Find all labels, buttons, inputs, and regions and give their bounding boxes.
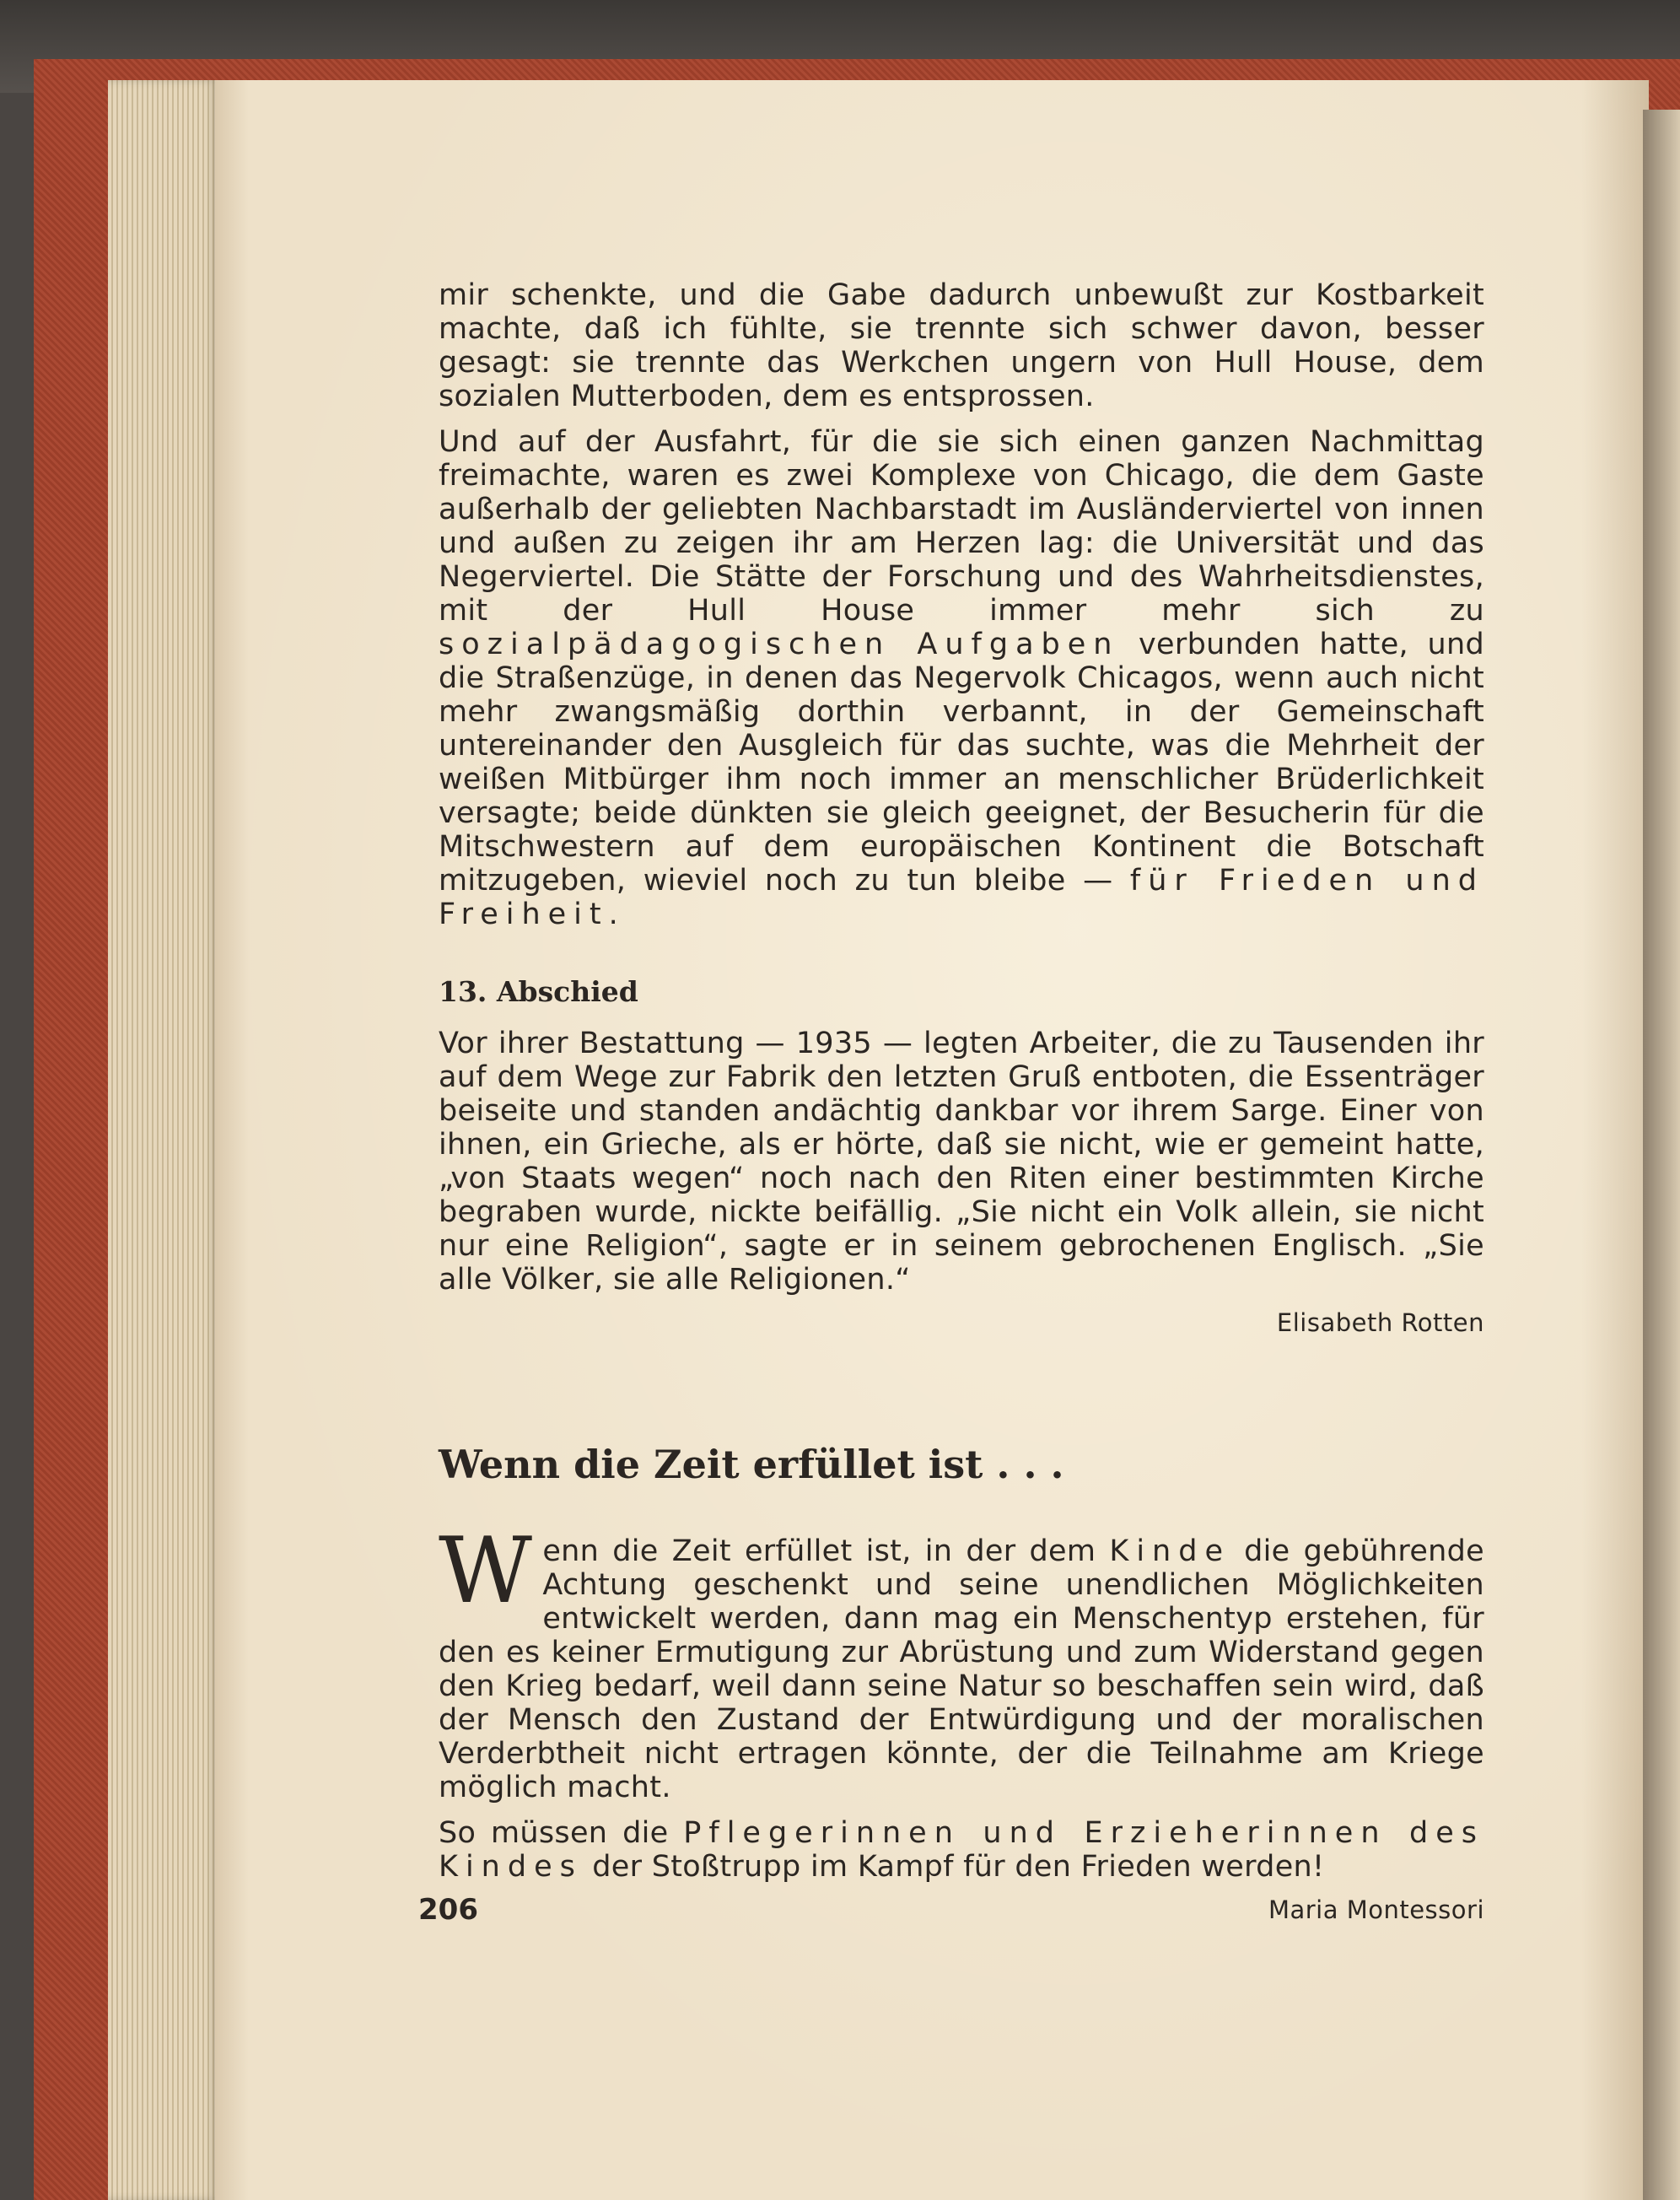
section-heading: 13. Abschied xyxy=(439,975,638,1008)
page-edges xyxy=(108,80,218,2200)
paragraph: Und auf der Ausfahrt, für die sie sich einen ganzen Nachmittag freimachte, waren es zwei Komplexe von Chicago, die dem Gaste außerhalb der geliebten Nachbarstadt im Ausländerviertel von innen und außen zu zeigen ihr am Herzen lag: die Universität und das Negerviertel. Die Stätte der Forschung und des Wahrheitsdienstes, mit der Hull House immer mehr sich zu sozialpädagogischen Aufgaben verbunden hatte, und die Straßenzüge, in denen das Negervolk Chicagos, wenn auch nicht mehr zwangsmäßig dorthin verbannt, in der Gemeinschaft untereinander den Ausgleich für das suchte, was die Mehrheit der weißen Mitbürger ihm noch immer an menschlicher Brüderlichkeit versagte; beide dünkten sie gleich geeignet, der Besucherin für die Mitschwestern auf dem europäischen Kontinent die Botschaft mitzugeben, wieviel noch zu tun bleibe — für Frieden und Freiheit. xyxy=(439,425,1484,931)
paragraph: Wenn die Zeit erfüllet ist, in der dem Kinde die gebührende Achtung geschenkt und seine unendlichen Möglichkeiten entwickelt werden, dann mag ein Menschentyp erstehen, für den es keiner Ermutigung zur Abrüstung und zum Widerstand gegen den Krieg bedarf, weil dann seine Natur so beschaffen sein wird, daß der Mensch den Zustand der Entwürdigung und der moralischen Verderbtheit nicht ertragen könnte, der die Teilnahme am Kriege möglich macht. xyxy=(439,1518,1485,1804)
facing-page-edge xyxy=(1643,110,1680,2200)
page-content xyxy=(439,278,1484,1924)
emphasis-spaced: Kinde xyxy=(1109,1534,1230,1568)
author-signature: Elisabeth Rotten xyxy=(1276,1308,1484,1337)
paragraph: mir schenkte, und die Gabe dadurch unbewußt zur Kostbarkeit machte, daß ich fühlte, sie trennte sich schwer davon, besser gesagt: sie trennte das Werkchen ungern von Hull House, dem sozialen Mutterboden, dem es entsprossen. xyxy=(439,278,1484,413)
article-title: Wenn die Zeit erfüllet ist . . . xyxy=(439,1442,1064,1487)
page-number: 206 xyxy=(418,1893,478,1927)
paragraph: So müssen die Pflegerinnen und Erzieherinnen des Kindes der Stoßtrupp im Kampf für den Frieden werden! xyxy=(439,1816,1484,1884)
emphasis-spaced: Pflegerinnen und Erzieherinnen des Kindes xyxy=(439,1816,1484,1884)
drop-cap: W xyxy=(439,1518,533,1624)
emphasis-spaced: für Frieden und Freiheit. xyxy=(439,864,1484,931)
paragraph: Vor ihrer Bestattung — 1935 — legten Arbeiter, die zu Tausenden ihr auf dem Wege zur Fabrik den letzten Gruß entboten, die Essenträger beiseite und standen andächtig dankbar vor ihrem Sarge. Einer von ihnen, ein Grieche, als er hörte, daß sie nicht, wie er gemeint hatte, „von Staats wegen“ noch nach den Riten einer bestimmten Kirche begraben wurde, nickte beifällig. „Sie nicht ein Volk allein, sie nicht nur eine Religion“, sagte er in seinem gebrochenen Englisch. „Sie alle Völker, sie alle Religionen.“ xyxy=(439,1027,1484,1297)
emphasis-spaced: sozialpädagogischen Aufgaben xyxy=(439,628,1120,661)
author-signature: Maria Montessori xyxy=(1268,1895,1484,1924)
